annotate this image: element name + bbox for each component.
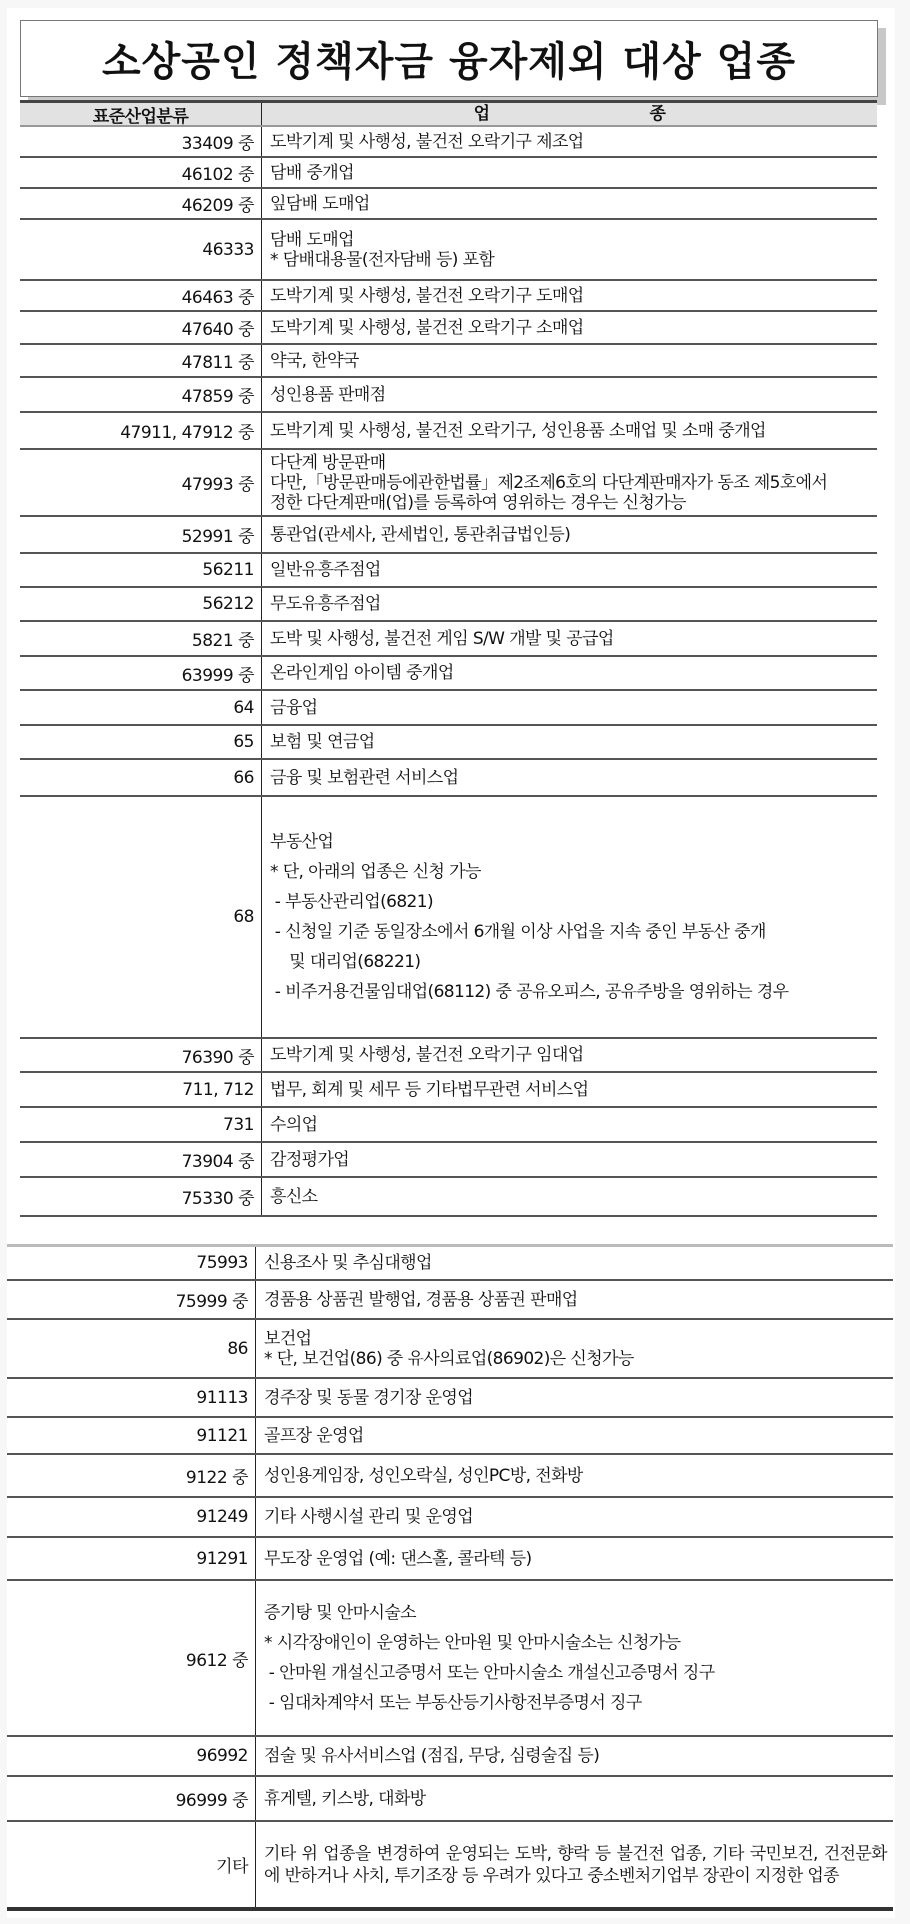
industry-code: 47859 중 — [20, 378, 262, 411]
desc-line: 성인용게임장, 성인오락실, 성인PC방, 전화방 — [264, 1465, 583, 1486]
industry-desc — [262, 378, 877, 411]
desc-line: 도박기계 및 사행성, 불건전 오락기구 도매업 — [270, 285, 584, 306]
desc-line: 온라인게임 아이템 중개업 — [270, 663, 454, 683]
desc-line: 무도유흥주점업 — [270, 594, 381, 614]
title-box — [20, 20, 878, 97]
exclusion-table-1 — [20, 100, 877, 1217]
table-row — [20, 378, 877, 413]
desc-line: - 안마원 개설신고증명서 또는 안마시술소 개설신고증명서 징구 — [264, 1663, 715, 1683]
desc-line: 휴게텔, 키스방, 대화방 — [264, 1788, 426, 1809]
industry-desc — [262, 517, 877, 552]
industry-desc — [256, 1822, 893, 1907]
industry-desc — [262, 189, 877, 218]
desc-line: 도박기계 및 사행성, 불건전 오락기구 제조업 — [270, 131, 584, 152]
desc-line: 골프장 운영업 — [264, 1425, 364, 1446]
desc-line: 다단계 방문판매 — [270, 452, 386, 473]
industry-desc — [262, 345, 877, 376]
desc-line: 도박기계 및 사행성, 불건전 오락기구 소매업 — [270, 317, 584, 338]
industry-code: 46102 중 — [20, 158, 262, 187]
table-row — [20, 588, 877, 622]
industry-code: 47811 중 — [20, 345, 262, 376]
industry-desc — [262, 312, 877, 343]
table-row — [7, 1281, 893, 1320]
industry-code: 52991 중 — [20, 517, 262, 552]
table-row — [20, 760, 877, 797]
header-desc — [262, 103, 877, 125]
desc-line: 증기탕 및 안마시술소 — [264, 1603, 417, 1623]
industry-code: 33409 중 — [20, 127, 262, 156]
table-row — [20, 657, 877, 691]
industry-code: 47640 중 — [20, 312, 262, 343]
desc-line: 부동산업 — [270, 832, 334, 852]
desc-line: 담배 도매업 — [270, 229, 354, 250]
table-row — [7, 1777, 893, 1822]
industry-desc — [256, 1418, 893, 1453]
industry-desc — [262, 413, 877, 448]
desc-line: 약국, 한약국 — [270, 350, 359, 371]
industry-desc — [262, 554, 877, 586]
desc-line: - 비주거용건물임대업(68112) 중 공유오피스, 공유주방을 영위하는 경우 — [270, 982, 789, 1002]
industry-desc — [262, 760, 877, 795]
table-row — [7, 1320, 893, 1379]
industry-code: 5821 중 — [20, 622, 262, 655]
industry-desc — [262, 657, 877, 689]
table-row — [7, 1498, 893, 1538]
industry-desc — [256, 1498, 893, 1536]
industry-code: 91249 — [7, 1498, 256, 1536]
desc-line: 경품용 상품권 발행업, 경품용 상품권 판매업 — [264, 1289, 578, 1310]
desc-line: * 시각장애인이 운영하는 안마원 및 안마시술소는 신청가능 — [264, 1633, 681, 1653]
table-row — [20, 797, 877, 1039]
table-row — [20, 127, 877, 158]
industry-code: 96992 — [7, 1737, 256, 1775]
desc-line: 점술 및 유사서비스업 (점집, 무당, 심령술집 등) — [264, 1746, 600, 1766]
table-row — [7, 1581, 893, 1737]
table-row — [20, 622, 877, 657]
industry-desc — [262, 158, 877, 187]
exclusion-table-2 — [7, 1244, 893, 1911]
desc-line: 성인용품 판매점 — [270, 384, 386, 405]
table-row — [20, 1108, 877, 1143]
industry-code: 73904 중 — [20, 1143, 262, 1176]
industry-desc — [256, 1247, 893, 1279]
desc-line: 정한 다단계판매(업)를 등록하여 영위하는 경우는 신청가능 — [270, 492, 686, 513]
table-row — [7, 1455, 893, 1498]
industry-desc — [262, 588, 877, 620]
table-row — [20, 281, 877, 312]
industry-code: 66 — [20, 760, 262, 795]
desc-line: * 단, 아래의 업종은 신청 가능 — [270, 862, 481, 882]
industry-desc — [262, 1178, 877, 1215]
table-row — [20, 158, 877, 189]
industry-code: 64 — [20, 691, 262, 724]
table-row — [20, 1178, 877, 1217]
industry-code: 86 — [7, 1320, 256, 1377]
industry-code: 65 — [20, 726, 262, 758]
industry-desc — [262, 127, 877, 156]
table-row — [7, 1379, 893, 1418]
desc-line: 담배 중개업 — [270, 162, 354, 183]
industry-desc — [256, 1581, 893, 1735]
desc-line: 도박기계 및 사행성, 불건전 오락기구 임대업 — [270, 1045, 584, 1065]
industry-code: 91113 — [7, 1379, 256, 1416]
desc-line: 일반유흥주점업 — [270, 560, 381, 580]
table-row — [20, 189, 877, 220]
desc-line: 보건업 — [264, 1328, 312, 1349]
table-row — [20, 413, 877, 450]
industry-code: 기타 — [7, 1822, 256, 1907]
industry-desc — [256, 1281, 893, 1318]
desc-line: 및 대리업(68221) — [270, 952, 421, 972]
industry-code: 75993 — [7, 1247, 256, 1279]
industry-desc — [262, 726, 877, 758]
industry-desc — [262, 1073, 877, 1106]
industry-code: 75330 중 — [20, 1178, 262, 1215]
header-desc-2: 종 — [649, 104, 666, 124]
industry-code: 56212 — [20, 588, 262, 620]
desc-line: 기타 사행시설 관리 및 운영업 — [264, 1507, 474, 1527]
industry-code: 96999 중 — [7, 1777, 256, 1820]
desc-line: - 신청일 기준 동일장소에서 6개월 이상 사업을 지속 중인 부동산 중개 — [270, 922, 766, 942]
industry-code: 75999 중 — [7, 1281, 256, 1318]
desc-line: 감정평가업 — [270, 1149, 350, 1170]
desc-line: 금융 및 보험관련 서비스업 — [270, 767, 459, 788]
desc-line: 잎담배 도매업 — [270, 193, 370, 214]
industry-desc — [256, 1538, 893, 1579]
desc-line: 기타 위 업종을 변경하여 운영되는 도박, 향락 등 불건전 업종, 기타 국민보건, 건전문화에 반하거나 사치, 투기조장 등 우려가 있다고 중소벤처기업부 장관이 지정한 업종 — [264, 1843, 887, 1886]
table-row — [20, 345, 877, 378]
table-row — [20, 220, 877, 281]
industry-desc — [262, 797, 877, 1037]
desc-line: 보험 및 연금업 — [270, 732, 375, 752]
table-row — [7, 1418, 893, 1455]
industry-code: 56211 — [20, 554, 262, 586]
table-row — [7, 1247, 893, 1281]
industry-desc — [256, 1379, 893, 1416]
page-title: 소상공인 정책자금 융자제외 대상 업종 — [102, 39, 796, 85]
industry-code: 91121 — [7, 1418, 256, 1453]
table-row — [20, 691, 877, 726]
industry-code: 63999 중 — [20, 657, 262, 689]
industry-desc — [256, 1737, 893, 1775]
desc-line: 신용조사 및 추심대행업 — [264, 1253, 432, 1273]
table-row — [20, 312, 877, 345]
table-row — [7, 1538, 893, 1581]
industry-code: 91291 — [7, 1538, 256, 1579]
table-row — [20, 1073, 877, 1108]
desc-line: 금융업 — [270, 697, 318, 718]
industry-code: 711, 712 — [20, 1073, 262, 1106]
industry-desc — [262, 281, 877, 310]
desc-line: 무도장 운영업 (예: 댄스홀, 콜라텍 등) — [264, 1548, 532, 1569]
industry-code: 47911, 47912 중 — [20, 413, 262, 448]
industry-desc — [262, 1039, 877, 1071]
industry-desc — [262, 220, 877, 279]
industry-code: 47993 중 — [20, 450, 262, 515]
industry-code: 46463 중 — [20, 281, 262, 310]
industry-desc — [262, 1108, 877, 1141]
industry-desc — [262, 450, 877, 515]
industry-code: 68 — [20, 797, 262, 1037]
industry-code: 46333 — [20, 220, 262, 279]
header-code: 표준산업분류 — [20, 103, 262, 125]
table-row — [20, 1039, 877, 1073]
desc-line: 법무, 회계 및 세무 등 기타법무관련 서비스업 — [270, 1079, 589, 1100]
desc-line: 도박 및 사행성, 불건전 게임 S/W 개발 및 공급업 — [270, 628, 614, 649]
desc-line: - 임대차계약서 또는 부동산등기사항전부증명서 징구 — [264, 1693, 642, 1713]
table-row — [20, 554, 877, 588]
desc-line: 흥신소 — [270, 1186, 318, 1207]
desc-line: 수의업 — [270, 1114, 318, 1135]
industry-code: 9122 중 — [7, 1455, 256, 1496]
table-row — [7, 1822, 893, 1911]
industry-code: 731 — [20, 1108, 262, 1141]
industry-code: 9612 중 — [7, 1581, 256, 1735]
industry-code: 76390 중 — [20, 1039, 262, 1071]
desc-line: * 단, 보건업(86) 중 유사의료업(86902)은 신청가능 — [264, 1348, 634, 1369]
table-row — [20, 517, 877, 554]
table-header — [20, 100, 877, 127]
table-row — [20, 726, 877, 760]
industry-desc — [256, 1777, 893, 1820]
industry-desc — [256, 1455, 893, 1496]
industry-desc — [262, 622, 877, 655]
table-row — [7, 1737, 893, 1777]
industry-desc — [262, 1143, 877, 1176]
desc-line: 경주장 및 동물 경기장 운영업 — [264, 1387, 474, 1408]
desc-line: - 부동산관리업(6821) — [270, 892, 434, 912]
table-row — [20, 1143, 877, 1178]
table-row — [20, 450, 877, 517]
desc-line: 다만,「방문판매등에관한법률」제2조제6호의 다단계판매자가 동조 제5호에서 — [270, 472, 828, 493]
desc-line: * 담배대용물(전자담배 등) 포함 — [270, 249, 495, 270]
industry-desc — [262, 691, 877, 724]
industry-desc — [256, 1320, 893, 1377]
desc-line: 도박기계 및 사행성, 불건전 오락기구, 성인용품 소매업 및 소매 중개업 — [270, 420, 766, 441]
desc-line: 통관업(관세사, 관세법인, 통관취급법인등) — [270, 524, 571, 545]
industry-code: 46209 중 — [20, 189, 262, 218]
header-desc-1: 업 — [473, 104, 490, 124]
